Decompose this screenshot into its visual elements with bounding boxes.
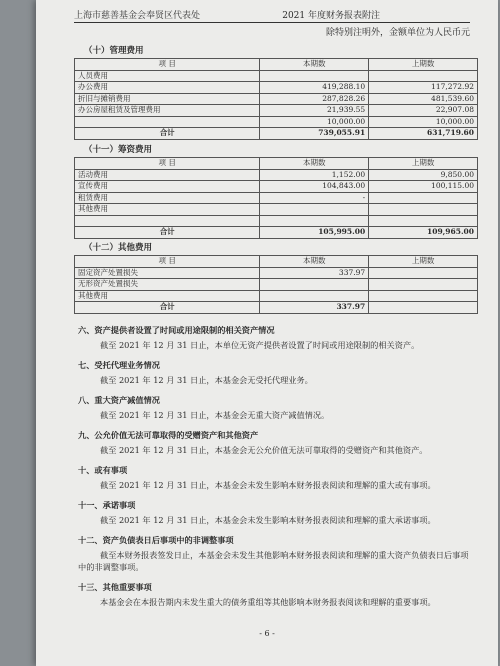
prior-cell: 117,272.92 <box>369 82 478 94</box>
item-cell <box>75 215 260 227</box>
document-page <box>36 0 498 666</box>
page-header <box>74 8 470 38</box>
unit-note: 除特别注明外，金额单位为人民币元 <box>325 28 470 38</box>
prior-cell <box>369 70 478 82</box>
item-cell: 活动费用 <box>75 169 260 181</box>
col-header-item: 项 目 <box>75 59 260 71</box>
item-cell: 宣传费用 <box>75 181 260 193</box>
table-row <box>75 267 478 279</box>
note-body: 截至 2021 年 12 月 31 日止，本基金会未发生影响本财务报表阅读和理解的重大承诺事项。 <box>100 515 436 525</box>
current-cell: 21,939.55 <box>260 105 369 117</box>
item-cell <box>75 116 260 128</box>
table-header-row <box>75 59 478 71</box>
note-body: 截至 2021 年 12 月 31 日止，本基金会无受托代理业务。 <box>100 375 313 385</box>
section-title: （十一）筹资费用 <box>84 145 153 155</box>
admin-expense-section <box>74 44 478 140</box>
prior-cell <box>369 204 478 216</box>
note-body: 截至 2021 年 12 月 31 日止，本基金会无公允价值无法可靠取得的受赠资产和其他资产。 <box>100 445 428 455</box>
note-title: 十三、其他重要事项 <box>78 582 152 592</box>
total-current: 105,995.00 <box>260 227 369 239</box>
item-cell: 租赁费用 <box>75 192 260 204</box>
prior-cell <box>369 192 478 204</box>
admin-expense-table <box>74 58 478 140</box>
item-cell: 固定资产处置损失 <box>75 267 260 279</box>
prior-cell <box>369 279 478 291</box>
other-expense-table <box>74 255 478 314</box>
section-title: （十）管理费用 <box>84 46 144 56</box>
total-label: 合计 <box>75 128 260 140</box>
total-prior: 631,719.60 <box>369 128 478 140</box>
item-cell: 无形资产处置损失 <box>75 279 260 291</box>
header-rule <box>74 22 470 23</box>
note-item <box>78 535 474 573</box>
total-current: 739,055.91 <box>260 128 369 140</box>
current-cell: 419,288.10 <box>260 82 369 94</box>
total-label: 合计 <box>75 302 260 314</box>
table-row <box>75 93 478 105</box>
table-row <box>75 82 478 94</box>
note-title: 七、受托代理业务情况 <box>78 360 160 370</box>
other-expense-section <box>74 241 478 314</box>
note-item <box>78 360 474 386</box>
note-body: 本基金会在本报告期内未发生重大的债务重组等其他影响本财务报表阅读和理解的重要事项。 <box>100 597 436 607</box>
current-cell: 10,000.00 <box>260 116 369 128</box>
current-cell: 1,152.00 <box>260 169 369 181</box>
col-header-item: 项 目 <box>75 256 260 268</box>
item-cell: 人员费用 <box>75 70 260 82</box>
report-title: 2021 年度财务报表附注 <box>282 11 380 21</box>
total-row <box>75 302 478 314</box>
note-item <box>78 325 474 351</box>
note-body: 截至 2021 年 12 月 31 日止，本单位无资产提供者设置了时间或用途限制的相关资产。 <box>100 340 420 350</box>
table-header-row <box>75 158 478 170</box>
note-title: 十二、资产负债表日后事项中的非调整事项 <box>78 535 234 545</box>
page-number: - 6 - <box>259 629 275 638</box>
col-header-prior: 上期数 <box>369 59 478 71</box>
note-item <box>78 465 474 491</box>
item-cell: 其他费用 <box>75 290 260 302</box>
table-row <box>75 215 478 227</box>
note-title: 八、重大资产减值情况 <box>78 395 160 405</box>
item-cell: 办公房屋租赁及管理费用 <box>75 105 260 117</box>
note-item <box>78 395 474 421</box>
total-row <box>75 128 478 140</box>
current-cell: 337.97 <box>260 267 369 279</box>
current-cell <box>260 70 369 82</box>
total-label: 合计 <box>75 227 260 239</box>
total-prior: 109,965.00 <box>369 227 478 239</box>
note-item <box>78 500 474 526</box>
table-row <box>75 70 478 82</box>
prior-cell <box>369 267 478 279</box>
table-row <box>75 169 478 181</box>
note-body: 截至本财务报表签发日止，本基金会未发生其他影响本财务报表阅读和理解的重大资产负债表日后事项中的非调整事项。 <box>78 550 469 572</box>
table-header-row <box>75 256 478 268</box>
item-cell: 其他费用 <box>75 204 260 216</box>
prior-cell <box>369 215 478 227</box>
fundraising-expense-table <box>74 157 478 239</box>
current-cell: 104,843.00 <box>260 181 369 193</box>
table-row <box>75 204 478 216</box>
table-row <box>75 290 478 302</box>
prior-cell: 9,850.00 <box>369 169 478 181</box>
prior-cell: 481,539.60 <box>369 93 478 105</box>
col-header-item: 项 目 <box>75 158 260 170</box>
note-body: 截至 2021 年 12 月 31 日止，本基金会无重大资产减值情况。 <box>100 410 330 420</box>
table-row <box>75 279 478 291</box>
current-cell: 287,828.26 <box>260 93 369 105</box>
note-title: 九、公允价值无法可靠取得的受赠资产和其他资产 <box>78 430 259 440</box>
total-row <box>75 227 478 239</box>
note-item <box>78 430 474 456</box>
note-body: 截至 2021 年 12 月 31 日止，本基金会未发生影响本财务报表阅读和理解的重大或有事项。 <box>100 480 436 490</box>
col-header-current: 本期数 <box>260 256 369 268</box>
fundraising-expense-section <box>74 143 478 239</box>
prior-cell: 100,115.00 <box>369 181 478 193</box>
col-header-prior: 上期数 <box>369 256 478 268</box>
total-prior <box>369 302 478 314</box>
section-title: （十二）其他费用 <box>84 243 153 253</box>
current-cell: - <box>260 192 369 204</box>
table-row <box>75 192 478 204</box>
col-header-current: 本期数 <box>260 59 369 71</box>
total-current: 337.97 <box>260 302 369 314</box>
note-title: 十一、承诺事项 <box>78 500 136 510</box>
prior-cell: 10,000.00 <box>369 116 478 128</box>
table-row <box>75 116 478 128</box>
table-row <box>75 105 478 117</box>
item-cell: 折旧与摊销费用 <box>75 93 260 105</box>
prior-cell: 22,907.08 <box>369 105 478 117</box>
note-title: 十、或有事项 <box>78 465 128 475</box>
table-row <box>75 181 478 193</box>
prior-cell <box>369 290 478 302</box>
org-name: 上海市慈善基金会奉贤区代表处 <box>74 11 201 21</box>
current-cell <box>260 279 369 291</box>
col-header-current: 本期数 <box>260 158 369 170</box>
current-cell <box>260 215 369 227</box>
note-item <box>78 582 474 608</box>
note-title: 六、资产提供者设置了时间或用途限制的相关资产情况 <box>78 325 275 335</box>
current-cell <box>260 204 369 216</box>
current-cell <box>260 290 369 302</box>
item-cell: 办公费用 <box>75 82 260 94</box>
notes-section <box>78 325 474 617</box>
col-header-prior: 上期数 <box>369 158 478 170</box>
